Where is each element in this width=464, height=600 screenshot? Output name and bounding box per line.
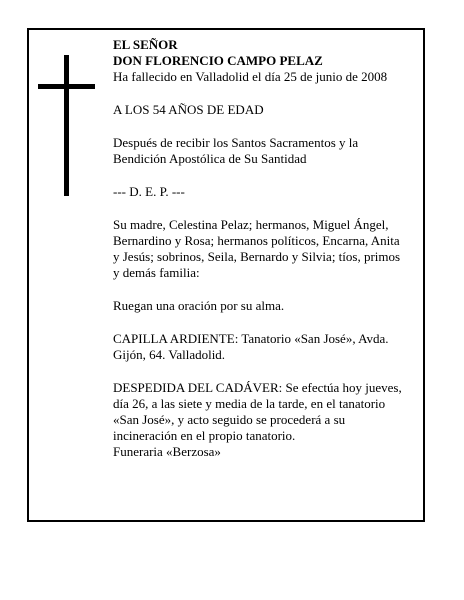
sacraments-line: Bendición Apostólica de Su Santidad: [113, 151, 307, 166]
chapel-line: CAPILLA ARDIENTE: Tanatorio «San José», Avda.: [113, 331, 389, 346]
age-line: A LOS 54 AÑOS DE EDAD: [113, 102, 264, 117]
farewell-line: DESPEDIDA DEL CADÁVER: Se efectúa hoy jueves,: [113, 380, 402, 395]
header-block: [113, 37, 418, 85]
deceased-name: DON FLORENCIO CAMPO PELAZ: [113, 53, 323, 68]
obituary-text: [113, 37, 418, 460]
rip-line: --- D. E. P. ---: [113, 184, 185, 199]
family-line: Su madre, Celestina Pelaz; hermanos, Miguel Ángel,: [113, 217, 389, 232]
sacraments-line: Después de recibir los Santos Sacramentos y la: [113, 135, 359, 150]
cross-icon-crossbar: [38, 84, 95, 89]
farewell-line: «San José», y acto seguido se procederá a su: [113, 412, 346, 427]
death-info: Ha fallecido en Valladolid el día 25 de junio de 2008: [113, 69, 388, 84]
family-line: Bernardino y Rosa; hermanos políticos, Encarna, Anita: [113, 233, 400, 248]
family-line: y demás familia:: [113, 265, 200, 280]
chapel-block: [113, 331, 418, 363]
cross-icon: [64, 55, 69, 196]
family-line: y Jesús; sobrinos, Seila, Bernardo y Silvia; tíos, primos: [113, 249, 401, 264]
family-block: [113, 217, 418, 281]
farewell-line: incineración en el propio tanatorio.: [113, 428, 296, 443]
farewell-block: [113, 380, 418, 460]
sacraments-block: [113, 135, 418, 167]
prayer-line: Ruegan una oración por su alma.: [113, 298, 285, 313]
chapel-line: Gijón, 64. Valladolid.: [113, 347, 226, 362]
farewell-line: día 26, a las siete y media de la tarde, en el tanatorio: [113, 396, 386, 411]
title-line: EL SEÑOR: [113, 37, 178, 52]
funeral-home: Funeraria «Berzosa»: [113, 444, 221, 459]
